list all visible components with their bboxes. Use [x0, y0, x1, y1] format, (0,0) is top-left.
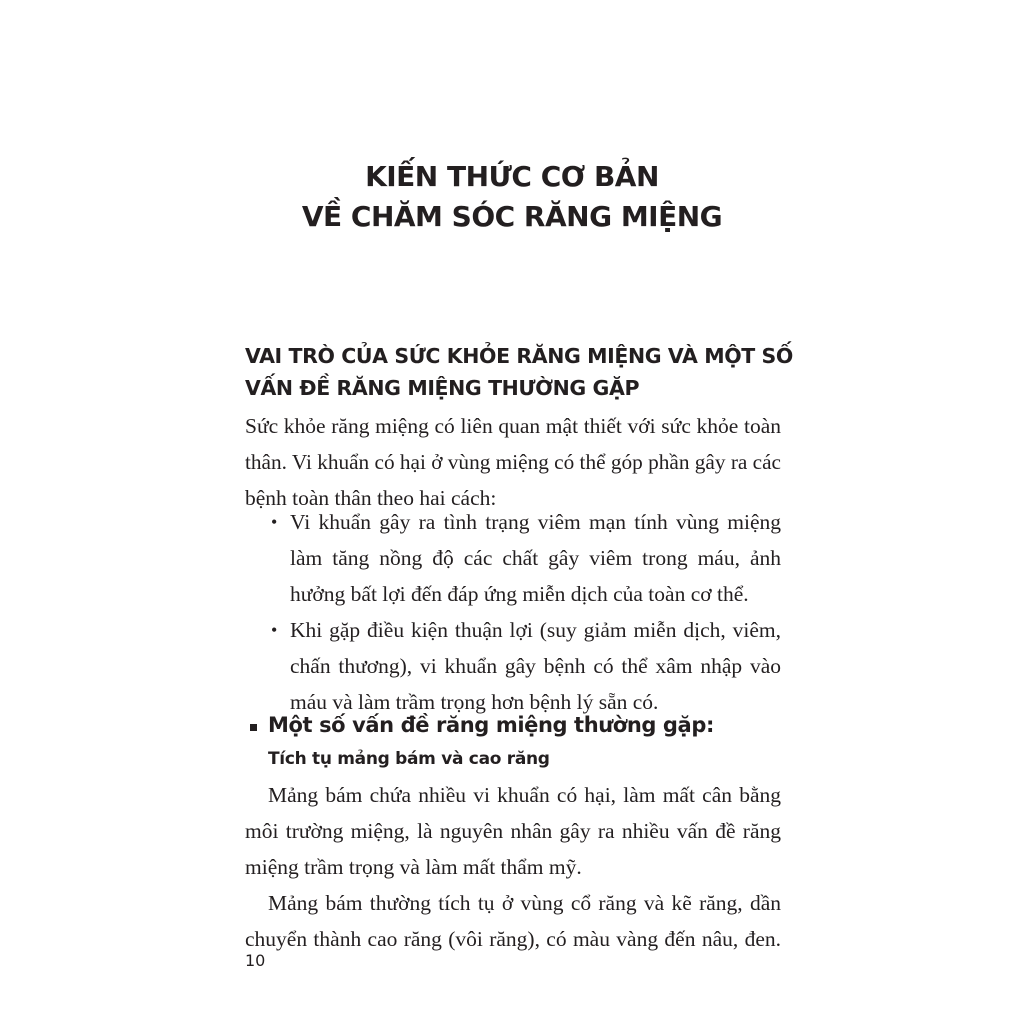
section-heading-line-2: VẤN ĐỀ RĂNG MIỆNG THƯỜNG GẶP [245, 376, 640, 400]
paragraph-line-text: môi trường miệng, là nguyên nhân gây ra nhiều vấn đề răng [245, 819, 781, 843]
bullet-line-text: hưởng bất lợi đến đáp ứng miễn dịch của toàn cơ thể. [290, 582, 749, 606]
bullet-line [290, 617, 781, 643]
topic-heading: Tích tụ mảng bám và cao răng [268, 749, 550, 769]
paragraph-line-text: chuyển thành cao răng (vôi răng), có màu vàng đến nâu, đen. [245, 927, 781, 951]
page-title-line-1: KIẾN THỨC CƠ BẢN [365, 160, 659, 193]
subsection-heading: Một số vấn đề răng miệng thường gặp: [268, 713, 714, 737]
paragraph-line [245, 818, 781, 844]
bullet-line [290, 653, 781, 679]
bullet-line [290, 509, 781, 535]
paragraph-line [268, 782, 781, 808]
paragraph-line [268, 890, 781, 916]
page-title-line-2: VỀ CHĂM SÓC RĂNG MIỆNG [301, 200, 723, 233]
paragraph-line-text: miệng trầm trọng và làm mất thẩm mỹ. [245, 855, 582, 879]
bullet-line [290, 545, 781, 571]
bullet-line-text: Khi gặp điều kiện thuận lợi (suy giảm miễn dịch, viêm, [290, 618, 781, 642]
bullet-line [290, 581, 781, 607]
bullet-dot-icon: • [271, 620, 278, 640]
intro-line [245, 449, 781, 475]
intro-line-text: thân. Vi khuẩn có hại ở vùng miệng có thể góp phần gây ra các [245, 450, 781, 474]
section-heading-line-1: VAI TRÒ CỦA SỨC KHỎE RĂNG MIỆNG VÀ MỘT SỐ [245, 344, 793, 368]
paragraph-line [245, 926, 781, 952]
paragraph-line-text: Mảng bám chứa nhiều vi khuẩn có hại, làm mất cân bằng [268, 783, 781, 807]
intro-line-text: Sức khỏe răng miệng có liên quan mật thiết với sức khỏe toàn [245, 414, 781, 438]
intro-line [245, 413, 781, 439]
bullet-line-text: làm tăng nồng độ các chất gây viêm trong máu, ảnh [290, 546, 781, 570]
bullet-line-text: máu và làm trầm trọng hơn bệnh lý sẵn có. [290, 690, 659, 714]
paragraph-line-text: Mảng bám thường tích tụ ở vùng cổ răng và kẽ răng, dần [268, 891, 781, 915]
page-number: 10 [245, 951, 266, 970]
bullet-line-text: chấn thương), vi khuẩn gây bệnh có thể xâm nhập vào [290, 654, 781, 678]
paragraph-line [245, 854, 781, 880]
bullet-line-text: Vi khuẩn gây ra tình trạng viêm mạn tính vùng miệng [290, 510, 781, 534]
bullet-line [290, 689, 781, 715]
square-bullet-icon [250, 724, 257, 731]
intro-line [245, 485, 781, 511]
intro-line-text: bệnh toàn thân theo hai cách: [245, 486, 497, 510]
bullet-dot-icon: • [271, 512, 278, 532]
